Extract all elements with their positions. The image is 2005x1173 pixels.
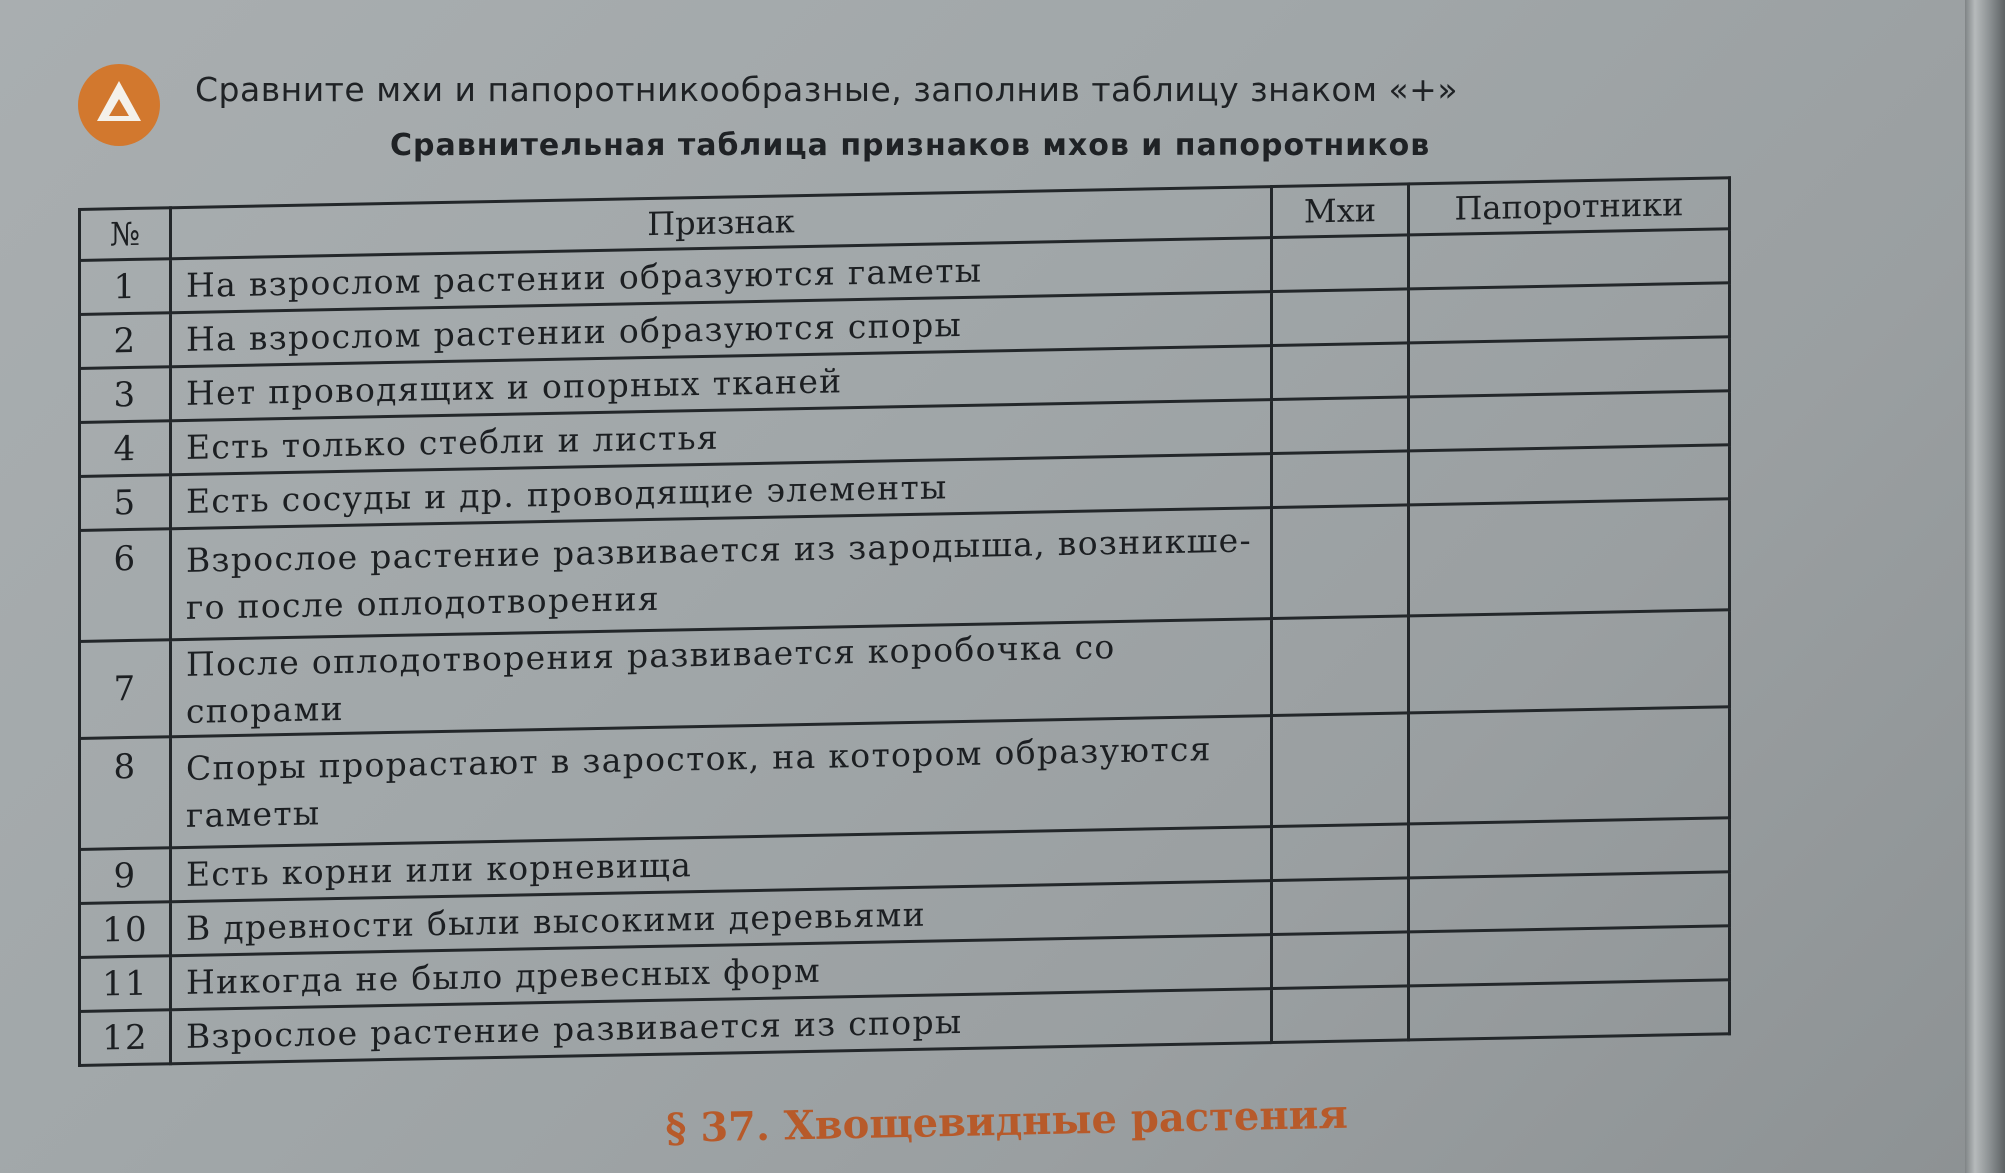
ferns-answer-cell[interactable] xyxy=(1409,610,1730,713)
row-number: 8 xyxy=(80,737,171,850)
ferns-answer-cell[interactable] xyxy=(1409,499,1730,616)
ferns-answer-cell[interactable] xyxy=(1409,707,1730,824)
ferns-answer-cell[interactable] xyxy=(1409,980,1730,1040)
moss-answer-cell[interactable] xyxy=(1272,932,1409,989)
row-feature: Взрослое растение развивается из споры xyxy=(171,989,1272,1064)
row-number: 6 xyxy=(80,529,171,642)
moss-answer-cell[interactable] xyxy=(1272,713,1409,827)
section-heading: § 37. Хвощевидные растения xyxy=(665,1090,1349,1152)
row-number: 3 xyxy=(80,367,171,423)
triangle-hole xyxy=(109,99,129,116)
row-number: 9 xyxy=(80,848,171,904)
row-feature: В древности были высокими деревьями xyxy=(171,881,1272,956)
row-number: 12 xyxy=(80,1010,171,1066)
moss-answer-cell[interactable] xyxy=(1272,824,1409,881)
row-feature: Есть сосуды и др. проводящие элементы xyxy=(171,454,1272,529)
moss-answer-cell[interactable] xyxy=(1272,289,1409,346)
moss-answer-cell[interactable] xyxy=(1272,343,1409,400)
ferns-answer-cell[interactable] xyxy=(1409,445,1730,505)
row-feature: Взрослое растение развивается из зародыша, возникше-го после оплодотворения xyxy=(171,508,1272,640)
row-number: 2 xyxy=(80,313,171,369)
comparison-table-wrapper xyxy=(78,176,1731,1067)
moss-answer-cell[interactable] xyxy=(1272,451,1409,508)
moss-answer-cell[interactable] xyxy=(1272,235,1409,292)
row-feature: Есть корни или корневища xyxy=(171,827,1272,902)
header-number: № xyxy=(80,208,171,261)
row-feature: На взрослом растении образуются споры xyxy=(171,292,1272,367)
row-feature: Нет проводящих и опорных тканей xyxy=(171,346,1272,421)
row-number: 11 xyxy=(80,956,171,1012)
book-page-edge xyxy=(1965,0,2005,1173)
table-body xyxy=(80,229,1730,1066)
ferns-answer-cell[interactable] xyxy=(1409,337,1730,397)
ferns-answer-cell[interactable] xyxy=(1409,926,1730,986)
table-title: Сравнительная таблица признаков мхов и папоротников xyxy=(390,128,1431,163)
row-number: 1 xyxy=(80,259,171,315)
moss-answer-cell[interactable] xyxy=(1272,505,1409,619)
row-feature: Споры прорастают в заросток, на котором образуются гаметы xyxy=(171,716,1272,848)
row-number: 7 xyxy=(80,640,171,739)
row-feature: Никогда не было древесных форм xyxy=(171,935,1272,1010)
moss-answer-cell[interactable] xyxy=(1272,397,1409,454)
moss-answer-cell[interactable] xyxy=(1272,986,1409,1043)
ferns-answer-cell[interactable] xyxy=(1409,229,1730,289)
header-moss: Мхи xyxy=(1272,184,1409,238)
moss-answer-cell[interactable] xyxy=(1272,878,1409,935)
ferns-answer-cell[interactable] xyxy=(1409,872,1730,932)
task-instruction: Сравните мхи и папоротникообразные, заполнив таблицу знаком «+» xyxy=(195,70,1459,109)
header-ferns: Папоротники xyxy=(1409,178,1730,235)
row-number: 4 xyxy=(80,421,171,477)
ferns-answer-cell[interactable] xyxy=(1409,283,1730,343)
moss-answer-cell[interactable] xyxy=(1272,616,1409,716)
row-feature: На взрослом растении образуются гаметы xyxy=(171,238,1272,313)
triangle-task-icon xyxy=(78,64,160,146)
row-feature: После оплодотворения развивается коробочка со спорами xyxy=(171,619,1272,737)
row-number: 10 xyxy=(80,902,171,958)
ferns-answer-cell[interactable] xyxy=(1409,818,1730,878)
comparison-table xyxy=(78,176,1731,1067)
row-number: 5 xyxy=(80,475,171,531)
ferns-answer-cell[interactable] xyxy=(1409,391,1730,451)
header-feature: Признак xyxy=(171,187,1272,259)
row-feature: Есть только стебли и листья xyxy=(171,400,1272,475)
